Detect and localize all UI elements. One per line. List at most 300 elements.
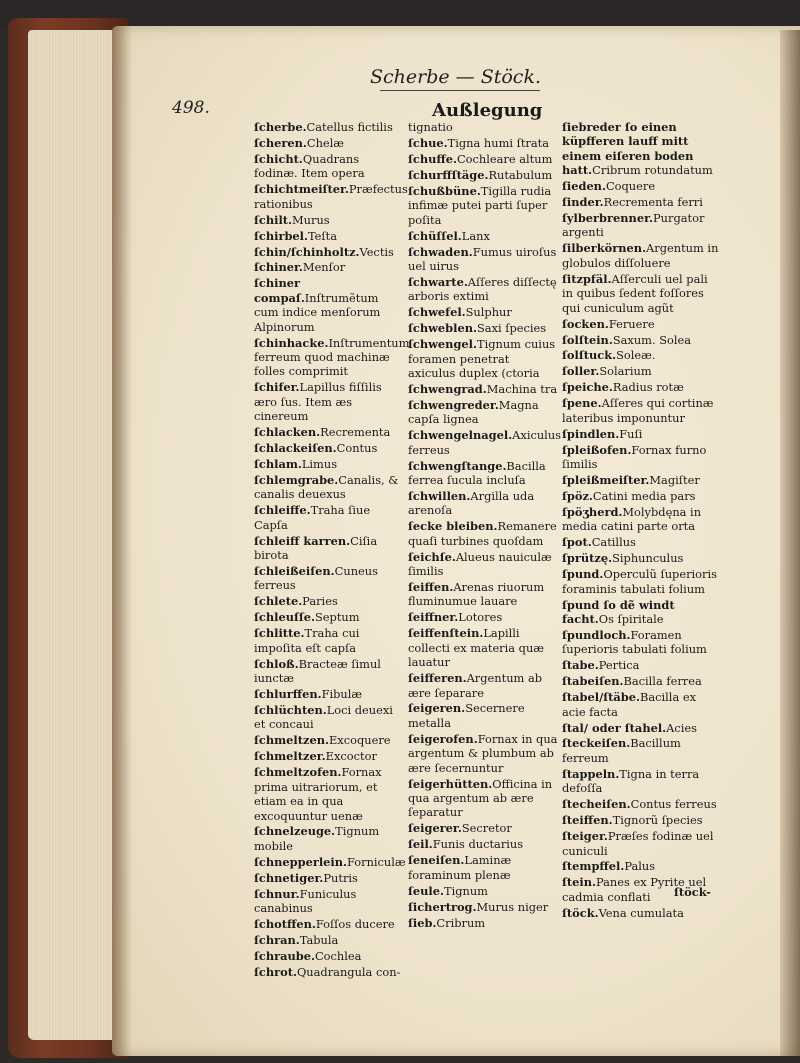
glossary-entry	[254, 933, 404, 947]
entry-definition: Bacillum ferreum	[562, 736, 681, 765]
entry-term: ſchicht.	[254, 151, 303, 166]
entry-definition: Solarium	[599, 364, 652, 379]
entry-term: ſchilt.	[254, 212, 292, 227]
entry-definition: Panes ex Pyrite uel cadmia conflati	[562, 875, 707, 904]
glossary-entry	[408, 821, 560, 835]
glossary-entry	[408, 168, 560, 182]
entry-definition: Vena cumulata	[598, 905, 684, 920]
glossary-entry	[254, 610, 404, 624]
entry-term: ſchlüchten.	[254, 703, 327, 718]
entry-definition: Traha ſiue Capſa	[254, 503, 371, 532]
entry-term: ſoller.	[562, 364, 600, 379]
entry-term: ſchwaden.	[408, 244, 473, 259]
glossary-entry	[562, 797, 722, 811]
glossary-entry	[562, 380, 722, 394]
entry-definition: Funis ductarius	[432, 837, 524, 852]
entry-term: ſpundloch.	[562, 627, 631, 642]
entry-term: ſchwengreder.	[408, 397, 499, 412]
right-page-edge	[780, 30, 800, 1056]
entry-term: ſieden.	[562, 179, 606, 194]
entry-term: ſeiffen.	[408, 580, 454, 595]
entry-term: ſpleißofen.	[562, 442, 632, 457]
glossary-entry	[562, 195, 722, 209]
entry-definition: Cuneus ferreus	[254, 564, 378, 593]
catchword: ſtöck-	[674, 885, 711, 899]
entry-term: ſchmeltzofen.	[254, 765, 342, 780]
glossary-entry	[562, 120, 722, 178]
entry-term: ſecke bleiben.	[408, 519, 498, 534]
glossary-entry	[562, 690, 722, 719]
entry-definition: Catellus fictilis	[306, 120, 393, 134]
glossary-entry	[562, 859, 722, 873]
glossary-entry	[562, 767, 722, 796]
entry-term: ſeifferen.	[408, 671, 467, 686]
glossary-entry	[562, 567, 722, 596]
entry-term: ſchifer.	[254, 380, 300, 395]
entry-definition: Molybdęna in media catini parte orta	[562, 504, 702, 534]
entry-term: ſpund.	[562, 567, 604, 582]
running-head-rule	[380, 90, 540, 91]
glossary-entry	[562, 396, 722, 425]
entry-definition: Coquere	[605, 179, 656, 194]
glossary-entry	[254, 749, 404, 763]
glossary-entry	[254, 457, 404, 471]
entry-definition: Bacilla ex acie facta	[562, 690, 697, 719]
entry-definition: Lanx	[461, 228, 490, 243]
entry-definition: Tigna in terra defoſſa	[562, 766, 700, 796]
column-2	[408, 120, 560, 931]
glossary-entry	[408, 305, 560, 319]
entry-definition: Lapillus fiſſilis æro ſus. Item æs cinereum	[254, 380, 382, 424]
entry-term: ſchwefel.	[408, 305, 466, 320]
glossary-entry	[562, 179, 722, 193]
glossary-entry	[254, 965, 404, 979]
glossary-entry	[254, 245, 404, 259]
glossary-entry	[254, 276, 404, 334]
glossary-entry	[408, 580, 560, 609]
entry-term: ſchnelzeuge.	[254, 824, 336, 839]
entry-term: ſchleiff karren.	[254, 533, 351, 548]
entry-term: ſtecheiſen.	[562, 797, 631, 812]
entry-term: ſtein.	[562, 875, 596, 890]
entry-definition: Chelæ	[306, 135, 345, 150]
entry-definition: Radius rotæ	[612, 380, 684, 395]
entry-definition: Tignorũ ſpecies	[612, 813, 703, 828]
entry-term: ſpindlen.	[562, 426, 620, 441]
entry-definition: Catillus	[591, 535, 636, 550]
gutter-shadow	[112, 26, 132, 1056]
entry-term: ſtempffel.	[562, 859, 625, 874]
entry-definition: Saxum. Solea	[612, 332, 692, 347]
entry-term: ſchmeltzer.	[254, 749, 326, 764]
glossary-entry	[408, 275, 560, 304]
entry-definition: Cochlea	[314, 948, 362, 963]
entry-definition: Operculũ ſuperioris foraminis tabulati folium	[562, 567, 717, 596]
entry-definition: Lapilli collecti ex materia quæ lauatur	[408, 626, 545, 670]
glossary-entry	[254, 441, 404, 455]
entry-definition: Purgator argenti	[562, 211, 705, 240]
glossary-entry	[254, 824, 404, 853]
glossary-entry	[408, 459, 560, 488]
entry-definition: Fornax in qua argentum & plumbum ab ære ſecernuntur	[408, 731, 558, 775]
entry-term: ſpot.	[562, 535, 592, 550]
glossary-entry	[254, 594, 404, 608]
entry-term: ſpeiche.	[562, 380, 613, 395]
glossary-entry	[254, 855, 404, 869]
glossary-entry	[562, 535, 722, 549]
entry-definition: Catini media pars	[592, 488, 696, 503]
entry-term: ſchichtmeiſter.	[254, 182, 349, 197]
section-title: Außlegung	[432, 100, 543, 121]
glossary-entry	[408, 519, 560, 548]
entry-term: ſylberbrenner.	[562, 211, 654, 226]
entry-definition: Aſſeres diſſectę arboris extimi	[408, 274, 557, 304]
entry-term: ſchlemgrabe.	[254, 473, 339, 487]
entry-term: ſchußbüne.	[408, 183, 481, 198]
glossary-entry	[408, 337, 560, 380]
entry-definition: Sulphur	[465, 305, 512, 320]
entry-definition: Loci deuexi et concaui	[254, 703, 393, 732]
entry-definition: Secernere metalla	[408, 701, 525, 730]
entry-term: ſchurffſtäge.	[408, 167, 489, 182]
entry-term: ſocken.	[562, 316, 609, 331]
entry-definition: Contus ferreus	[630, 797, 717, 812]
glossary-entry	[562, 427, 722, 441]
entry-term: ſchweblen.	[408, 321, 477, 336]
entry-definition: Fumus uiroſus uel uirus	[408, 244, 557, 273]
glossary-entry	[408, 120, 560, 134]
glossary-entry	[562, 333, 722, 347]
glossary-entry	[254, 765, 404, 823]
glossary-entry	[408, 916, 560, 930]
entry-definition: Contus	[336, 441, 378, 456]
entry-definition: Putris	[323, 870, 358, 885]
entry-term: ſchirbel.	[254, 228, 308, 243]
glossary-entry	[562, 317, 722, 331]
entry-definition: Palus	[624, 859, 656, 874]
entry-definition: Teſta	[307, 228, 337, 243]
entry-term: ſeichſe.	[408, 549, 456, 564]
entry-definition: Murus	[292, 212, 330, 227]
entry-term: ſiebreder ſo einen küpfferen lauff mitt einem eiſeren boden hatt.	[562, 120, 694, 178]
entry-term: ſeule.	[408, 883, 444, 898]
entry-term: ſtabeiſen.	[562, 674, 624, 689]
column-1	[254, 120, 410, 981]
page-edges	[28, 30, 118, 1040]
running-head: Scherbe — Stöck.	[370, 66, 541, 88]
glossary-entry	[562, 473, 722, 487]
entry-definition: Bacilla ferrea	[623, 674, 702, 689]
glossary-entry	[562, 241, 722, 270]
glossary-entry	[562, 364, 722, 378]
entry-definition: Fornax furno ſimilis	[562, 442, 707, 472]
glossary-entry	[408, 229, 560, 243]
glossary-entry	[408, 732, 560, 775]
glossary-entry	[254, 120, 404, 134]
glossary-entry	[254, 136, 404, 150]
glossary-entry	[408, 701, 560, 730]
entry-definition: Inſtrumẽtum cum indice menſorum Alpinorum	[254, 290, 381, 334]
entry-term: ſchwarte.	[408, 274, 468, 289]
entry-definition: Aſſerculi uel pali in quibus ſedent foſſores qui cuniculum agũt	[562, 271, 708, 315]
entry-definition: Os ſpiritale	[598, 611, 664, 626]
glossary-entry	[254, 733, 404, 747]
entry-term: ſchnur.	[254, 886, 300, 901]
entry-definition: Tignum	[443, 883, 488, 898]
entry-definition: Menſor	[302, 260, 346, 275]
glossary-entry	[254, 534, 404, 563]
entry-term: ſchleiffe.	[254, 503, 311, 518]
entry-term: ſpöz.	[562, 488, 593, 503]
glossary-entry	[562, 348, 722, 362]
entry-definition: Feruere	[608, 316, 655, 331]
entry-definition: Recrementa	[320, 425, 391, 440]
glossary-entry	[408, 610, 560, 624]
entry-term: ſchwillen.	[408, 488, 471, 503]
entry-definition: Axiculus ferreus	[408, 428, 562, 457]
glossary-entry	[254, 213, 404, 227]
glossary-entry	[254, 503, 404, 532]
glossary-entry	[562, 598, 722, 627]
entry-term: ſeigerer.	[408, 821, 462, 836]
entry-term: ſichertrog.	[408, 899, 477, 914]
entry-definition: Cribrum rotundatum	[592, 163, 713, 178]
entry-term: ſchiner.	[254, 260, 303, 275]
entry-term: ſchleuſſe.	[254, 610, 315, 625]
entry-term: ſchloß.	[254, 656, 299, 671]
glossary-entry	[562, 829, 722, 858]
entry-definition: Cribrum	[436, 915, 486, 930]
glossary-entry	[408, 321, 560, 335]
entry-definition: Magiſter	[649, 473, 700, 487]
entry-term: ſchue.	[408, 135, 448, 150]
entry-term: ſitzpfäl.	[562, 271, 612, 286]
entry-definition: Tignum cuius foramen penetrat axiculus duplex (ctoria	[408, 337, 556, 380]
entry-term: ſchlitte.	[254, 626, 305, 641]
entry-definition: Bacilla ferrea ſucula incluſa	[408, 458, 546, 487]
entry-term: ſteiffen.	[562, 813, 613, 828]
entry-term: ſchwengſtange.	[408, 458, 507, 473]
entry-definition: Argentum in globulos diſſoluere	[562, 241, 719, 270]
entry-definition: Canalis, & canalis deuexus	[254, 473, 399, 502]
entry-term: ſchuffe.	[408, 151, 457, 166]
glossary-entry	[562, 443, 722, 472]
glossary-entry	[562, 272, 722, 315]
glossary-entry	[254, 229, 404, 243]
entry-term: ſchwengelnagel.	[408, 428, 513, 443]
entry-term: ſchüſſel.	[408, 228, 462, 243]
entry-term: ſolſtein.	[562, 332, 613, 347]
entry-term: ſeil.	[408, 837, 433, 852]
glossary-entry	[254, 887, 404, 916]
glossary-entry	[562, 628, 722, 657]
entry-definition: Tignum mobile	[254, 824, 380, 853]
entry-definition: Vectis	[359, 244, 394, 259]
entry-term: ſchinhacke.	[254, 335, 329, 350]
glossary-entry	[562, 721, 722, 735]
entry-term: ſieb.	[408, 915, 437, 930]
entry-term: ſeigeren.	[408, 701, 466, 716]
glossary-entry	[408, 245, 560, 274]
entry-term: ſeigerhütten.	[408, 776, 493, 791]
entry-definition: Soleæ.	[616, 348, 656, 363]
glossary-entry	[254, 380, 404, 423]
entry-term: ſeneiſen.	[408, 853, 465, 868]
entry-term: ſchlurffen.	[254, 687, 322, 702]
entry-term: ſtöck.	[562, 905, 599, 920]
entry-term: ſchin/ſchinholtz.	[254, 244, 360, 259]
entry-definition: Officina in qua argentum ab ære ſeparatur	[408, 776, 553, 820]
entry-term: ſinder.	[562, 195, 604, 210]
entry-definition: Foramen ſuperioris tabulati folium	[562, 627, 707, 657]
entry-definition: Aſſeres qui cortinæ lateribus imponuntur	[562, 396, 714, 425]
entry-term: ſeiffenſtein.	[408, 626, 484, 641]
entry-definition: Lotores	[458, 610, 503, 625]
entry-definition: Machina tra	[486, 381, 558, 396]
entry-definition: Cochleare altum	[456, 151, 553, 166]
glossary-entry	[408, 900, 560, 914]
glossary-entry	[408, 671, 560, 700]
entry-term: ſcheren.	[254, 135, 307, 150]
glossary-entry	[562, 813, 722, 827]
entry-definition: Alueus nauiculæ ſimilis	[408, 549, 552, 579]
glossary-entry	[254, 871, 404, 885]
entry-definition: Fuſi	[619, 426, 643, 441]
glossary-entry	[408, 152, 560, 166]
glossary-entry	[254, 703, 404, 732]
glossary-entry	[408, 489, 560, 518]
entry-definition: Excoquere	[328, 733, 391, 748]
glossary-entry	[408, 626, 560, 669]
entry-term: ſchlacken.	[254, 425, 321, 440]
glossary-entry	[562, 658, 722, 672]
glossary-entry	[408, 428, 560, 457]
entry-definition: Præfectus rationibus	[254, 182, 408, 211]
entry-term: ſchraube.	[254, 948, 315, 963]
entry-definition: Secretor	[461, 821, 512, 836]
entry-definition: Argilla uda arenoſa	[408, 488, 535, 518]
column-3	[562, 120, 722, 922]
entry-term: ſpöʒherd.	[562, 504, 623, 519]
entry-definition: Excoctor	[325, 749, 377, 764]
glossary-entry	[562, 736, 722, 765]
glossary-entry	[408, 382, 560, 396]
entry-definition: Tigilla rudia infimæ putei parti ſuper poſita	[408, 183, 552, 227]
glossary-entry	[562, 211, 722, 240]
glossary-entry	[408, 184, 560, 227]
entry-definition: Pertica	[598, 658, 640, 673]
entry-definition: Bracteæ ſimul iunctæ	[254, 656, 381, 686]
entry-definition: Præſes fodinæ uel cuniculi	[562, 829, 714, 858]
entry-definition: Tabula	[299, 933, 339, 948]
entry-definition: Arenas riuorum fluminumue lauare	[408, 580, 545, 609]
glossary-entry	[408, 853, 560, 882]
entry-definition: Remanere quaſi turbines quoſdam	[408, 519, 557, 548]
entry-definition: Quadrangula con-	[296, 964, 401, 979]
entry-definition: Inſtrumentum ferreum quod machinæ folles comprimit	[254, 335, 410, 379]
glossary-entry	[254, 335, 410, 379]
glossary-entry	[408, 837, 560, 851]
glossary-entry	[408, 136, 560, 150]
glossary-entry	[562, 489, 722, 503]
entry-term: ſchran.	[254, 933, 300, 948]
entry-term: ſcherbe.	[254, 120, 307, 134]
page-number: 498.	[172, 98, 210, 118]
entry-definition: Quadrans fodinæ. Item opera	[254, 151, 365, 181]
glossary-entry	[254, 687, 404, 701]
entry-definition: Fornax prima uitrariorum, et etiam ea in qua excoquuntur uenæ	[254, 765, 382, 823]
entry-definition: Limus	[301, 457, 338, 472]
entry-term: ſteckeiſen.	[562, 736, 631, 751]
entry-term: ſtabe.	[562, 658, 599, 673]
entry-term: ſchlete.	[254, 594, 303, 609]
entry-definition: Acies	[666, 720, 697, 735]
entry-term: ſchnepperlein.	[254, 854, 347, 869]
entry-term: ſchlam.	[254, 457, 302, 472]
entry-definition: tignatio	[408, 120, 453, 134]
glossary-entry	[254, 152, 404, 181]
entry-term: ſchnetiger.	[254, 870, 324, 885]
glossary-entry	[254, 626, 404, 655]
entry-term: ſtal/ oder ſtahel.	[562, 720, 667, 735]
glossary-entry	[254, 182, 408, 211]
glossary-entry	[254, 949, 404, 963]
entry-term: ſilberkörnen.	[562, 241, 647, 256]
entry-definition: Saxi ſpecies	[476, 321, 547, 336]
glossary-entry	[408, 550, 560, 579]
entry-definition: Funiculus canabinus	[254, 886, 357, 916]
glossary-entry	[562, 551, 722, 565]
entry-term: ſchwengel.	[408, 337, 477, 352]
glossary-entry	[254, 564, 404, 593]
entry-definition: Foſſos ducere	[315, 917, 395, 932]
entry-term: ſchiner compaſ.	[254, 276, 305, 305]
glossary-entry	[562, 674, 722, 688]
entry-term: ſprützę.	[562, 551, 613, 566]
entry-term: ſpund ſo dẽ windt facht.	[562, 597, 675, 626]
entry-definition: Paries	[302, 594, 338, 609]
entry-term: ſpleißmeiſter.	[562, 473, 650, 487]
entry-definition: Tigna humi ſtrata	[447, 135, 550, 150]
entry-definition: Forniculæ	[346, 854, 406, 869]
glossary-entry	[408, 398, 560, 427]
entry-definition: Rutabulum	[488, 167, 553, 182]
entry-term: ſpene.	[562, 396, 602, 411]
entry-definition: Recrementa ferri	[603, 195, 703, 210]
glossary-entry	[254, 657, 404, 686]
entry-definition: Fibulæ	[321, 687, 363, 702]
entry-term: ſchleißeiſen.	[254, 564, 335, 579]
entry-term: ſolſtuck.	[562, 348, 617, 363]
entry-definition: Siphunculus	[612, 551, 684, 566]
glossary-entry	[254, 473, 404, 502]
glossary-entry	[254, 260, 404, 274]
entry-definition: Traha cui impoſita eſt capſa	[254, 626, 360, 655]
entry-term: ſeigerofen.	[408, 731, 478, 746]
glossary-entry	[254, 425, 404, 439]
entry-definition: Magna capſa lignea	[408, 397, 539, 427]
entry-term: ſeiffner.	[408, 610, 459, 625]
entry-term: ſtabel/ſtäbe.	[562, 690, 640, 705]
entry-definition: Argentum ab ære ſeparare	[408, 671, 543, 700]
entry-term: ſchwengrad.	[408, 381, 487, 396]
entry-definition: Murus niger	[476, 899, 549, 914]
entry-term: ſchotffen.	[254, 917, 316, 932]
entry-term: ſchrot.	[254, 964, 297, 979]
glossary-entry	[562, 906, 722, 920]
entry-term: ſchmeltzen.	[254, 733, 329, 748]
glossary-entry	[562, 505, 722, 534]
